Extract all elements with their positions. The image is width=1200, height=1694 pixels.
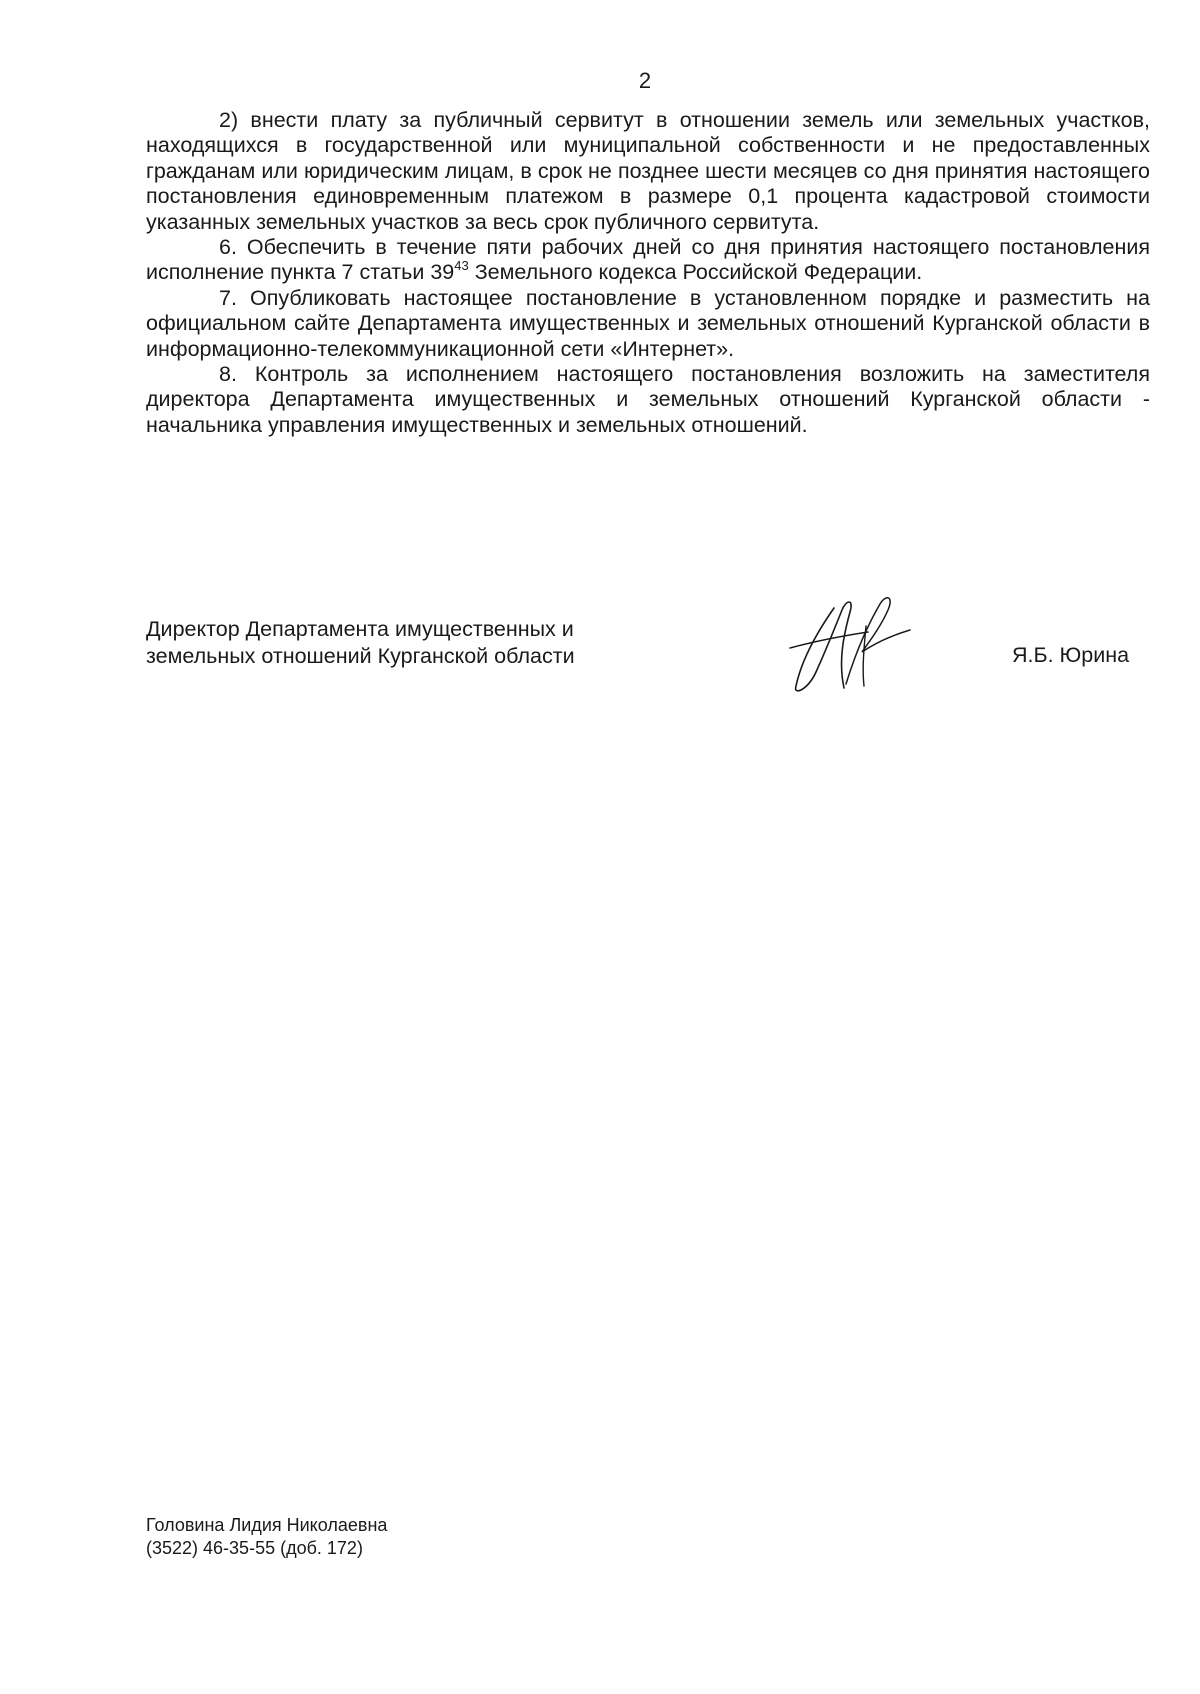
paragraph-item-6-before: 6. Обеспечить в течение пяти рабочих дней со дня принятия настоящего постановления исполнение пункта 7 статьи 39 [146,235,1150,285]
document-body [146,108,1150,438]
signatory-title [146,616,575,670]
paragraph-item-7: 7. Опубликовать настоящее постановление в установленном порядке и разместить на официальном сайте Департамента имущественных и земельных отношений Курганской области в информационно-телекоммуникационной сети «Интернет». [146,285,1150,361]
article-superscript: 43 [454,258,469,274]
executor-info [146,1514,387,1560]
paragraph-item-6 [146,235,1150,286]
paragraph-payment: 2) внести плату за публичный сервитут в отношении земель или земельных участков, находящихся в государственной или муниципальной собственности и не предоставленных гражданам или юридическим лицам, в срок не позднее шести месяцев со дня принятия настоящего постановления единовременным платежом в размере 0,1 процента кадастровой стоимости указанных земельных участков за весь срок публичного сервитута. [146,108,1150,234]
signatory-title-line-2: земельных отношений Курганской области [146,644,575,668]
executor-name: Головина Лидия Николаевна [146,1515,388,1535]
executor-phone: (3522) 46-35-55 (доб. 172) [146,1538,363,1558]
signatory-name: Я.Б. Юрина [1012,643,1130,667]
handwritten-signature [782,588,922,698]
paragraph-item-6-after: Земельного кодекса Российской Федерации. [468,260,923,285]
signatory-title-line-1: Директор Департамента имущественных и [146,617,574,641]
page-number: 2 [638,68,652,93]
paragraph-item-8: 8. Контроль за исполнением настоящего постановления возложить на заместителя директора Департамента имущественных и земельных отношений Курганской области - начальника управления имущественных и земельных отношений. [146,362,1150,437]
